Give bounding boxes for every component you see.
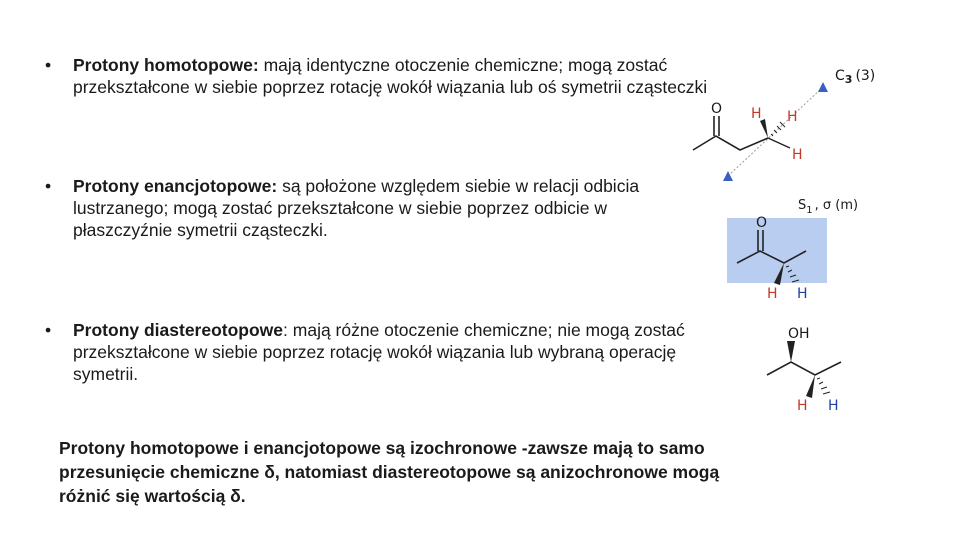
summary-text: Protony homotopowe i enancjotopowe są izochronowe -zawsze mają to samo przesunięcie chemiczne δ, natomiast diastereotopowe są anizochronowe mogą różnić się wartością δ. xyxy=(59,438,720,506)
atom-oxygen: O xyxy=(756,215,768,231)
bullet-term: Protony enancjotopowe: xyxy=(73,176,278,196)
atom-hydrogen: H xyxy=(828,398,839,414)
symmetry-label-s1: $S_1$ , σ (m) xyxy=(798,198,859,216)
atom-hydrogen: H xyxy=(787,109,798,125)
bullet-marker: • xyxy=(45,55,52,75)
wedge-bond xyxy=(787,341,795,362)
atom-hydrogen: H xyxy=(751,106,762,122)
bullet-desc: : mają różne otoczenie chemiczne; nie mogą zostać przekształcone w siebie poprzez rotację wokół wiązania lub wybraną operację symetrii. xyxy=(73,320,685,384)
atom-hydrogen: H xyxy=(792,147,803,163)
atom-oxygen: O xyxy=(711,101,723,117)
bullet-marker: • xyxy=(45,176,52,196)
atom-hydrogen: H xyxy=(797,398,808,414)
bullet-desc: mają identyczne otoczenie chemiczne; mogą zostać przekształcone w siebie poprzez rotację wokół wiązania lub oś symetrii cząsteczki xyxy=(73,55,708,97)
bullet-term: Protony diastereotopowe xyxy=(73,320,284,340)
bullet-desc: są położone względem siebie w relacji odbicia lustrzanego; mogą zostać przekształcone w siebie poprzez odbicie w płaszczyźnie symetrii cząsteczki. xyxy=(73,176,640,240)
atom-hydrogen: H xyxy=(797,286,808,302)
wedge-bond xyxy=(806,375,815,398)
symmetry-label-c3: $C_3$ (3) xyxy=(835,68,876,86)
bullet-term: Protony homotopowe: xyxy=(73,55,259,75)
bullet-marker: • xyxy=(45,320,52,340)
carbon-skeleton xyxy=(767,362,841,375)
hash-bond xyxy=(817,378,830,394)
atom-hydroxyl: OH xyxy=(788,326,810,342)
atom-hydrogen: H xyxy=(767,286,778,302)
